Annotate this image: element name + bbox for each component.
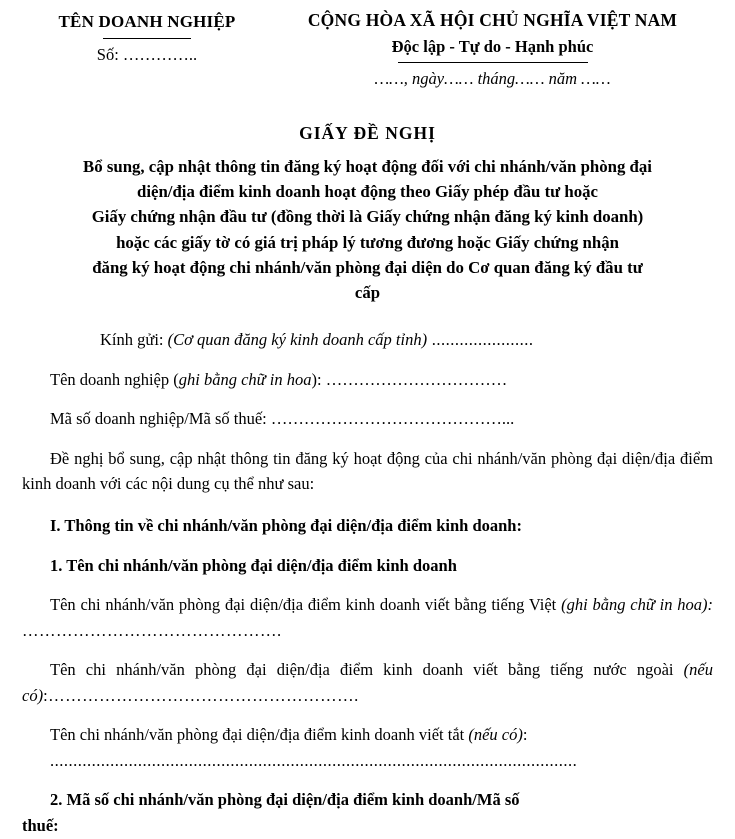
item-2-heading-line-1: 2. Mã số chi nhánh/văn phòng đại diện/địa điểm kinh doanh/Mã số xyxy=(50,790,520,810)
recipient-line xyxy=(100,327,713,353)
header-right-block xyxy=(272,10,713,89)
subtitle-line-4: hoặc các giấy tờ có giá trị pháp lý tương đương hoặc Giấy chứng nhận xyxy=(116,232,619,252)
subtitle-line-6: cấp xyxy=(354,282,381,302)
branch-name-abbr-field[interactable]: .................................................................................................................. xyxy=(50,750,578,770)
branch-name-vi-text: Tên chi nhánh/văn phòng đại diện/địa điểm kinh doanh viết bằng tiếng Việt xyxy=(50,595,557,615)
branch-name-abbr-text: Tên chi nhánh/văn phòng đại diện/địa điểm kinh doanh viết tắt xyxy=(50,725,469,745)
branch-name-vietnamese xyxy=(22,592,713,643)
document-title: GIẤY ĐỀ NGHỊ xyxy=(299,123,436,143)
subtitle-line-5: đăng ký hoạt động chi nhánh/văn phòng đại diện do Cơ quan đăng ký đầu tư xyxy=(92,257,643,277)
enterprise-name-field[interactable]: ): …………………………… xyxy=(311,369,508,389)
branch-name-foreign-text: Tên chi nhánh/văn phòng đại diện/địa điểm kinh doanh viết bằng tiếng nước xyxy=(50,660,627,680)
branch-name-abbr-hint: (nếu có) xyxy=(468,725,523,745)
enterprise-name-hint: ghi bằng chữ in hoa xyxy=(178,369,312,389)
recipient-label: Kính gửi: xyxy=(100,330,168,350)
document-body xyxy=(22,327,713,838)
header-left-divider xyxy=(103,38,191,39)
document-header xyxy=(22,10,713,89)
branch-name-foreign-prefix: ngoài xyxy=(636,660,684,680)
title-block xyxy=(22,123,713,305)
item-2-heading xyxy=(22,787,713,813)
branch-name-foreign-field[interactable]: :………………………………………………. xyxy=(43,685,359,705)
subtitle-line-1: Bổ sung, cập nhật thông tin đăng ký hoạt động đối với chi nhánh/văn phòng đại xyxy=(83,157,652,176)
document-subtitle xyxy=(22,154,713,305)
subtitle-line-2: diện/địa điểm kinh doanh hoạt động theo Giấy phép đầu tư hoặc xyxy=(137,182,598,202)
recipient-dots: ...................... xyxy=(427,330,534,350)
organization-name-label: TÊN DOANH NGHIỆP xyxy=(58,12,236,31)
branch-name-foreign xyxy=(22,657,713,708)
branch-name-vi-hint: (ghi bằng chữ in hoa): xyxy=(561,595,713,615)
enterprise-name-label: Tên doanh nghiệp ( xyxy=(50,369,179,389)
branch-name-abbr-colon: : xyxy=(522,725,528,745)
request-paragraph: Đề nghị bổ sung, cập nhật thông tin đăng ký hoạt động của chi nhánh/văn phòng đại diện/địa điểm kinh doanh với các nội dung cụ thể như sau: xyxy=(22,448,713,494)
branch-name-foreign-hint: (nếu có) xyxy=(22,660,713,705)
subtitle-line-3: Giấy chứng nhận đầu tư (đồng thời là Giấy chứng nhận đăng ký kinh doanh) xyxy=(91,207,644,227)
national-motto: Độc lập - Tự do - Hạnh phúc xyxy=(391,37,594,56)
enterprise-name-line xyxy=(22,367,713,393)
document-number-label: Số: ………….. xyxy=(96,45,198,64)
item-2-heading-line-2: thuế: xyxy=(22,816,59,835)
date-placeholder-line: ……, ngày…… tháng…… năm …… xyxy=(374,69,611,88)
header-left-block xyxy=(22,10,272,65)
section-1-heading: I. Thông tin về chi nhánh/văn phòng đại diện/địa điểm kinh doanh: xyxy=(50,515,522,535)
item-1-heading: 1. Tên chi nhánh/văn phòng đại diện/địa điểm kinh doanh xyxy=(50,555,457,575)
branch-name-vi-field[interactable]: ………………………………………. xyxy=(22,620,282,640)
branch-name-abbreviation xyxy=(22,722,713,773)
header-right-divider xyxy=(398,62,588,63)
country-title: CỘNG HÒA XÃ HỘI CHỦ NGHĨA VIỆT NAM xyxy=(307,10,678,30)
enterprise-code-line[interactable]: Mã số doanh nghiệp/Mã số thuế: ……………………………………... xyxy=(50,409,515,429)
recipient-authority: (Cơ quan đăng ký kinh doanh cấp tỉnh) xyxy=(167,330,428,350)
